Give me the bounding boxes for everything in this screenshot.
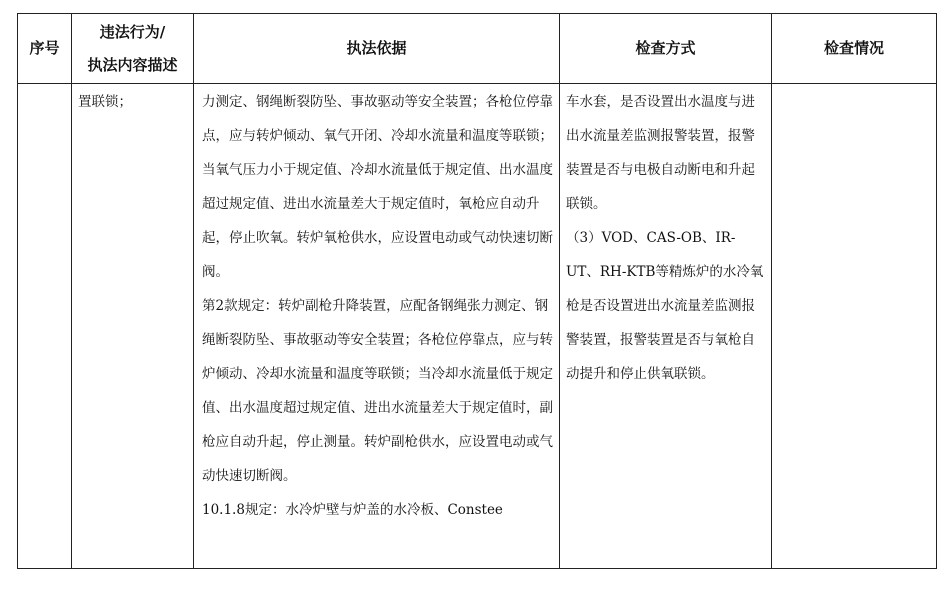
method-paragraph: 车水套，是否设置出水温度与进出水流量差监测报警装置，报警装置是否与电极自动断电和升起联锁。 — [566, 94, 755, 212]
enforcement-table — [17, 13, 937, 569]
cell-basis — [194, 84, 560, 569]
header-basis: 执法依据 — [194, 14, 560, 84]
header-desc-line2: 执法内容描述 — [87, 55, 178, 74]
method-paragraph: （3）VOD、CAS-OB、IR-UT、RH-KTB等精炼炉的水冷氧枪是否设置进出水流量差监测报警装置，报警装置是否与氧枪自动提升和停止供氧联锁。 — [566, 230, 764, 382]
header-desc — [72, 14, 194, 84]
cell-status — [772, 84, 937, 569]
table-header-row — [18, 14, 937, 84]
cell-seq — [18, 84, 72, 569]
basis-paragraph: 第2款规定：转炉副枪升降装置，应配备钢绳张力测定、钢绳断裂防坠、事故驱动等安全装置；各枪位停靠点，应与转炉倾动、冷却水流量和温度等联锁；当冷却水流量低于规定值、出水温度超过规定值、进出水流量差大于规定值时，副枪应自动升起，停止测量。转炉副枪供水，应设置电动或气动快速切断阀。 — [202, 298, 553, 484]
cell-desc: 置联锁； — [72, 84, 194, 569]
table-row — [18, 84, 937, 569]
header-seq: 序号 — [18, 14, 72, 84]
basis-paragraph: 10.1.8规定：水冷炉壁与炉盖的水冷板、Constee — [202, 502, 503, 518]
cell-method — [560, 84, 772, 569]
header-desc-line1: 违法行为/ — [99, 22, 166, 41]
basis-paragraph: 力测定、钢绳断裂防坠、事故驱动等安全装置；各枪位停靠点，应与转炉倾动、氧气开闭、冷却水流量和温度等联锁；当氧气压力小于规定值、冷却水流量低于规定值、出水温度超过规定值、进出水流量差大于规定值时，氧枪应自动升起，停止吹氧。转炉氧枪供水，应设置电动或气动快速切断阀。 — [202, 94, 553, 280]
header-status: 检查情况 — [772, 14, 937, 84]
header-method: 检查方式 — [560, 14, 772, 84]
